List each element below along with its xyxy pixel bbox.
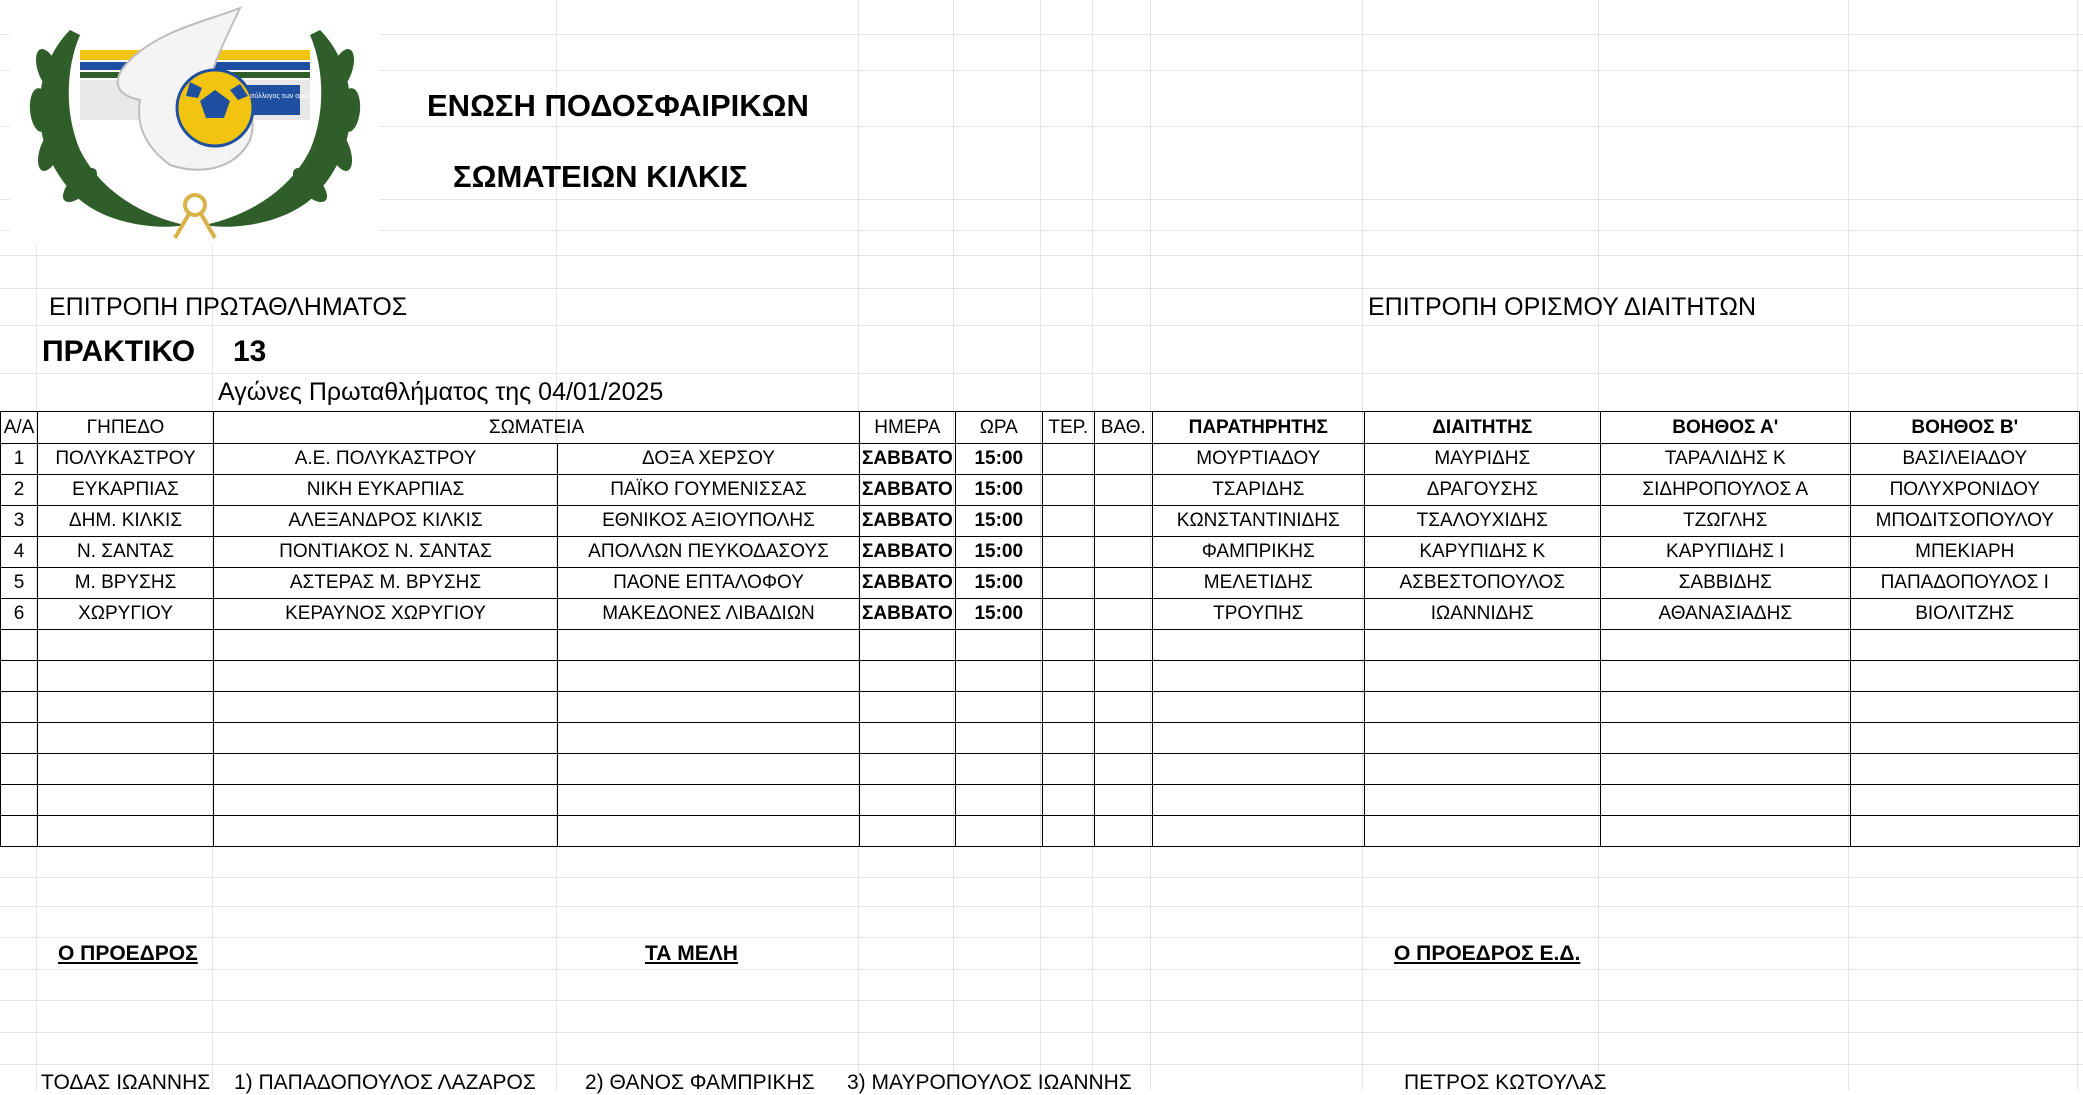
cell-time: 15:00 [955,475,1042,506]
cell-assistant-b: ΜΠΕΚΙΑΡΗ [1850,537,2079,568]
union-logo [10,0,380,245]
cell-day: ΣΑΒΒΑΤΟ [860,599,956,630]
cell-assistant-b: ΒΙΟΛΙΤΖΗΣ [1850,599,2079,630]
cell-aa: 5 [1,568,38,599]
cell-vath [1094,537,1152,568]
cell-ground: ΠΟΛΥΚΑΣΤΡΟΥ [38,444,214,475]
header-teams: ΣΩΜΑΤΕΙΑ [214,412,860,444]
table-row [1,599,2080,630]
cell-time: 15:00 [955,599,1042,630]
empty-table-row [1,816,2080,847]
cell-aa: 4 [1,537,38,568]
table-row [1,444,2080,475]
cell-observer: ΚΩΝΣΤΑΝΤΙΝΙΔΗΣ [1152,506,1364,537]
cell-referee: ΜΑΥΡΙΔΗΣ [1364,444,1600,475]
cell-day: ΣΑΒΒΑΤΟ [860,568,956,599]
cell-home-team: ΑΛΕΞΑΝΔΡΟΣ ΚΙΛΚΙΣ [214,506,558,537]
cell-ter [1042,537,1094,568]
cell-home-team: ΑΣΤΕΡΑΣ Μ. ΒΡΥΣΗΣ [214,568,558,599]
cell-away-team: ΔΟΞΑ ΧΕΡΣΟΥ [558,444,860,475]
referee-president-title: Ο ΠΡΟΕΔΡΟΣ Ε.Δ. [1394,942,1581,965]
header-vath: ΒΑΘ. [1094,412,1152,444]
cell-assistant-b: ΜΠΟΔΙΤΣΟΠΟΥΛΟΥ [1850,506,2079,537]
cell-vath [1094,444,1152,475]
header-assistant-a: ΒΟΗΘΟΣ Α' [1600,412,1850,444]
cell-referee: ΑΣΒΕΣΤΟΠΟΥΛΟΣ [1364,568,1600,599]
cell-time: 15:00 [955,537,1042,568]
member-1-name: 1) ΠΑΠΑΔΟΠΟΥΛΟΣ ΛΑΖΑΡΟΣ [234,1071,536,1094]
cell-referee: ΚΑΡΥΠΙΔΗΣ Κ [1364,537,1600,568]
president-name: ΤΟΔΑΣ ΙΩΑΝΝΗΣ [41,1071,211,1094]
table-row [1,506,2080,537]
cell-vath [1094,506,1152,537]
member-2-name: 2) ΘΑΝΟΣ ΦΑΜΠΡΙΚΗΣ [585,1071,815,1094]
table-row [1,475,2080,506]
cell-vath [1094,599,1152,630]
cell-assistant-a: ΤΖΩΓΛΗΣ [1600,506,1850,537]
header-ground: ΓΗΠΕΔΟ [38,412,214,444]
empty-table-row [1,661,2080,692]
cell-ter [1042,599,1094,630]
cell-ter [1042,568,1094,599]
cell-home-team: Α.Ε. ΠΟΛΥΚΑΣΤΡΟΥ [214,444,558,475]
header-assistant-b: ΒΟΗΘΟΣ Β' [1850,412,2079,444]
cell-vath [1094,568,1152,599]
cell-assistant-a: ΣΑΒΒΙΔΗΣ [1600,568,1850,599]
cell-assistant-b: ΒΑΣΙΛΕΙΑΔΟΥ [1850,444,2079,475]
cell-home-team: ΠΟΝΤΙΑΚΟΣ Ν. ΣΑΝΤΑΣ [214,537,558,568]
cell-home-team: ΚΕΡΑΥΝΟΣ ΧΩΡΥΓΙΟΥ [214,599,558,630]
cell-aa: 2 [1,475,38,506]
header-referee: ΔΙΑΙΤΗΤΗΣ [1364,412,1600,444]
cell-observer: ΤΡΟΥΠΗΣ [1152,599,1364,630]
union-title-line2: ΣΩΜΑΤΕΙΩΝ ΚΙΛΚΙΣ [453,159,748,194]
header-time: ΩΡΑ [955,412,1042,444]
empty-table-row [1,630,2080,661]
cell-ground: ΕΥΚΑΡΠΙΑΣ [38,475,214,506]
cell-observer: ΦΑΜΠΡΙΚΗΣ [1152,537,1364,568]
cell-time: 15:00 [955,506,1042,537]
cell-home-team: ΝΙΚΗ ΕΥΚΑΡΠΙΑΣ [214,475,558,506]
cell-assistant-b: ΠΟΛΥΧΡΟΝΙΔΟΥ [1850,475,2079,506]
cell-aa: 3 [1,506,38,537]
cell-away-team: ΠΑΟΝΕ ΕΠΤΑΛΟΦΟΥ [558,568,860,599]
president-title: Ο ΠΡΟΕΔΡΟΣ [58,942,198,965]
members-title: ΤΑ ΜΕΛΗ [645,942,738,965]
cell-day: ΣΑΒΒΑΤΟ [860,506,956,537]
cell-time: 15:00 [955,568,1042,599]
cell-referee: ΤΣΑΛΟΥΧΙΔΗΣ [1364,506,1600,537]
referee-committee-label: ΕΠΙΤΡΟΠΗ ΟΡΙΣΜΟΥ ΔΙΑΙΤΗΤΩΝ [1368,293,1757,321]
header-ter: ΤΕΡ. [1042,412,1094,444]
empty-table-row [1,785,2080,816]
cell-vath [1094,475,1152,506]
cell-away-team: ΠΑΪΚΟ ΓΟΥΜΕΝΙΣΣΑΣ [558,475,860,506]
cell-ter [1042,444,1094,475]
cell-away-team: ΑΠΟΛΛΩΝ ΠΕΥΚΟΔΑΣΟΥΣ [558,537,860,568]
referee-president-name: ΠΕΤΡΟΣ ΚΩΤΟΥΛΑΣ [1404,1071,1607,1094]
member-3-name: 3) ΜΑΥΡΟΠΟΥΛΟΣ ΙΩΑΝΝΗΣ [847,1071,1132,1094]
cell-assistant-a: ΑΘΑΝΑΣΙΑΔΗΣ [1600,599,1850,630]
cell-observer: ΤΣΑΡΙΔΗΣ [1152,475,1364,506]
cell-referee: ΔΡΑΓΟΥΣΗΣ [1364,475,1600,506]
cell-assistant-a: ΤΑΡΑΛΙΔΗΣ Κ [1600,444,1850,475]
championship-committee-label: ΕΠΙΤΡΟΠΗ ΠΡΩΤΑΘΛΗΜΑΤΟΣ [49,293,408,321]
cell-day: ΣΑΒΒΑΤΟ [860,475,956,506]
cell-observer: ΜΟΥΡΤΙΑΔΟΥ [1152,444,1364,475]
cell-ground: Ν. ΣΑΝΤΑΣ [38,537,214,568]
cell-away-team: ΜΑΚΕΔΟΝΕΣ ΛΙΒΑΔΙΩΝ [558,599,860,630]
header-aa: Α/Α [1,412,38,444]
praktiko-number: 13 [233,335,267,368]
cell-ground: ΔΗΜ. ΚΙΛΚΙΣ [38,506,214,537]
table-row [1,537,2080,568]
cell-day: ΣΑΒΒΑΤΟ [860,444,956,475]
header-day: ΗΜΕΡΑ [860,412,956,444]
empty-table-row [1,754,2080,785]
header-observer: ΠΑΡΑΤΗΡΗΤΗΣ [1152,412,1364,444]
cell-ter [1042,475,1094,506]
cell-ground: ΧΩΡΥΓΙΟΥ [38,599,214,630]
cell-aa: 6 [1,599,38,630]
cell-aa: 1 [1,444,38,475]
cell-referee: ΙΩΑΝΝΙΔΗΣ [1364,599,1600,630]
cell-ground: Μ. ΒΡΥΣΗΣ [38,568,214,599]
cell-observer: ΜΕΛΕΤΙΔΗΣ [1152,568,1364,599]
svg-text:σύλλογος των ομάδων: σύλλογος των ομάδων [250,93,321,100]
union-title-line1: ΕΝΩΣΗ ΠΟΔΟΣΦΑΙΡΙΚΩΝ [427,88,809,123]
cell-day: ΣΑΒΒΑΤΟ [860,537,956,568]
cell-away-team: ΕΘΝΙΚΟΣ ΑΞΙΟΥΠΟΛΗΣ [558,506,860,537]
matches-date-subtitle: Αγώνες Πρωταθλήματος της 04/01/2025 [218,378,664,406]
matches-table [0,411,2080,847]
cell-assistant-b: ΠΑΠΑΔΟΠΟΥΛΟΣ Ι [1850,568,2079,599]
table-row [1,568,2080,599]
cell-assistant-a: ΚΑΡΥΠΙΔΗΣ Ι [1600,537,1850,568]
praktiko-label: ΠΡΑΚΤΙΚΟ [42,335,196,368]
cell-ter [1042,506,1094,537]
empty-table-row [1,692,2080,723]
cell-time: 15:00 [955,444,1042,475]
cell-assistant-a: ΣΙΔΗΡΟΠΟΥΛΟΣ Α [1600,475,1850,506]
empty-table-row [1,723,2080,754]
table-header-row [1,412,2080,444]
